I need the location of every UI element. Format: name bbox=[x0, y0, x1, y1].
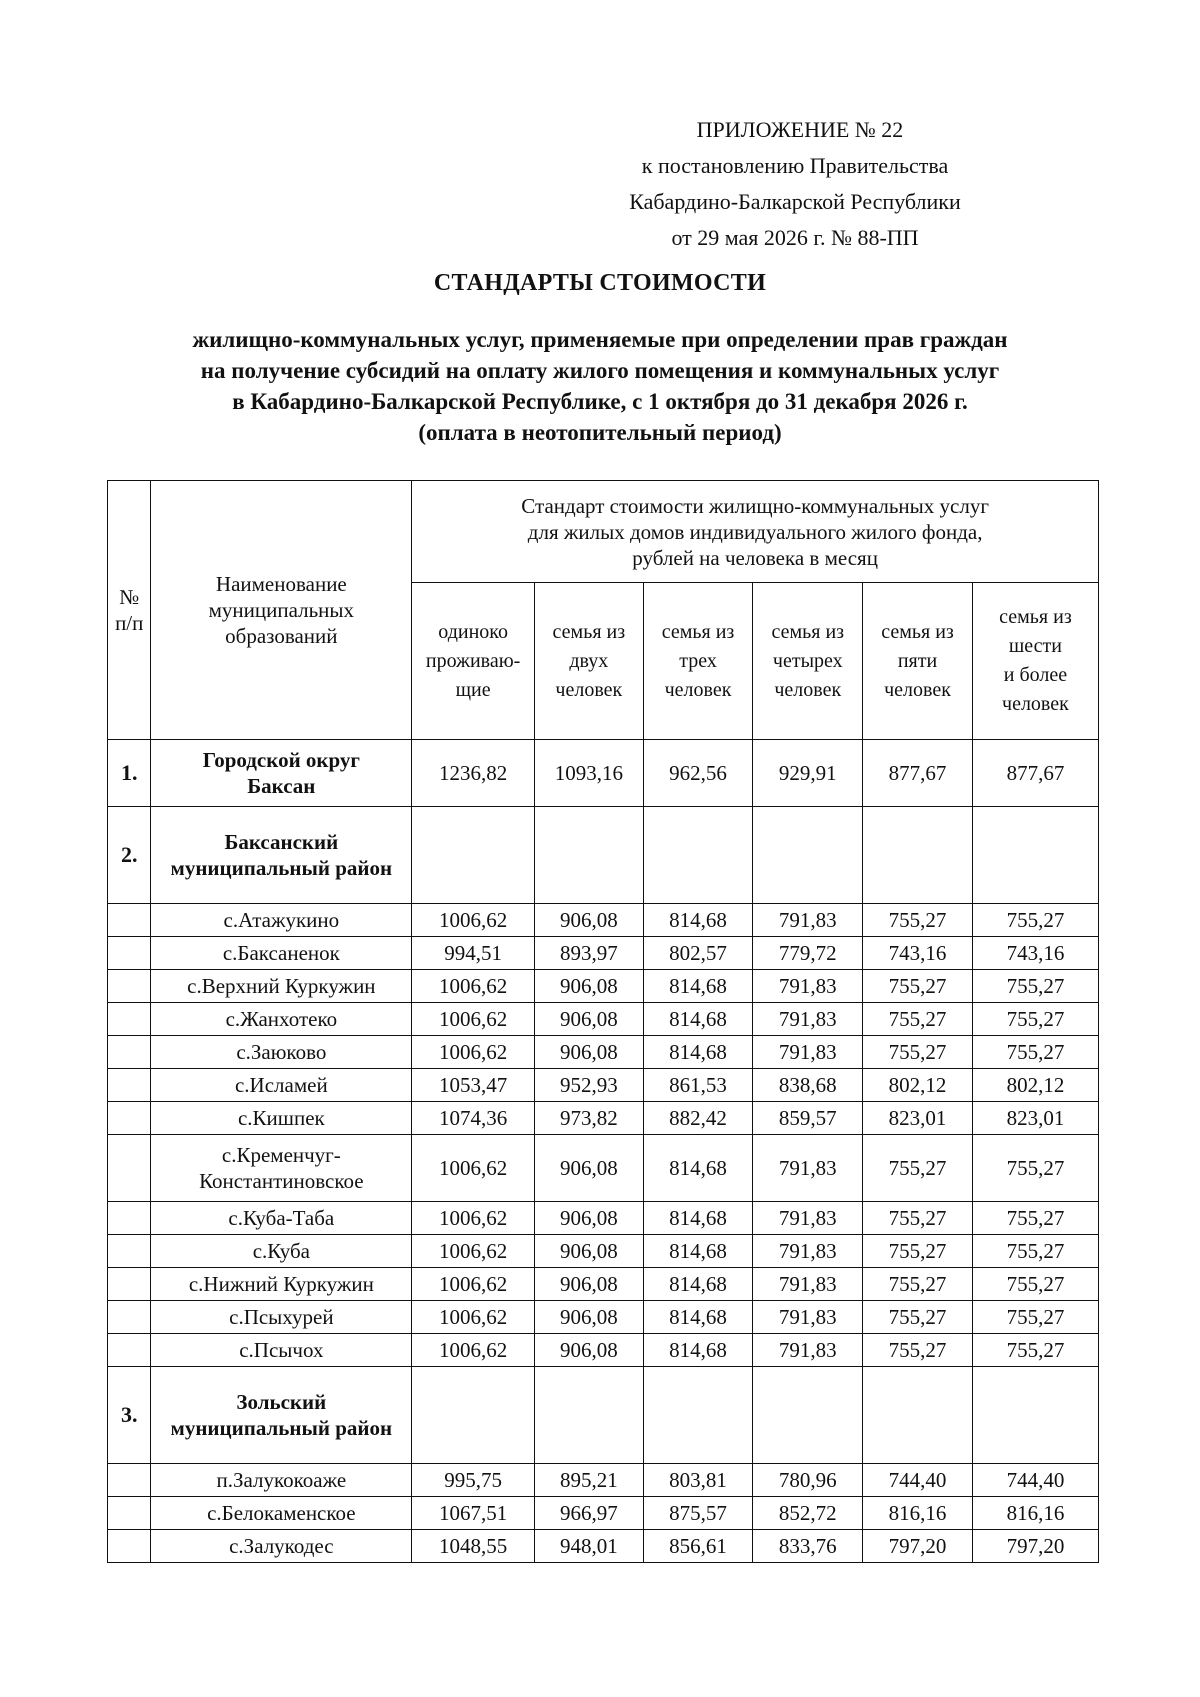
table-row bbox=[108, 1102, 1099, 1135]
row-value: 823,01 bbox=[863, 1102, 973, 1135]
row-name-line: с.Кишпек bbox=[237, 1106, 325, 1130]
row-value: 952,93 bbox=[535, 1069, 644, 1102]
header-name-line: Наименование bbox=[215, 572, 347, 596]
row-name bbox=[151, 1464, 412, 1497]
row-name bbox=[151, 1003, 412, 1036]
subheader-cell bbox=[863, 583, 973, 740]
row-index bbox=[108, 1301, 151, 1334]
row-value: 882,42 bbox=[643, 1102, 753, 1135]
row-value: 755,27 bbox=[863, 1334, 973, 1367]
row-value: 962,56 bbox=[643, 740, 753, 807]
row-value bbox=[412, 1367, 535, 1464]
row-value: 906,08 bbox=[535, 1235, 644, 1268]
subheader-line: шести bbox=[1008, 635, 1062, 657]
row-value: 823,01 bbox=[972, 1102, 1098, 1135]
row-value: 791,83 bbox=[753, 904, 863, 937]
subheader-line: семья из bbox=[771, 620, 845, 643]
subheader-line: семья из bbox=[999, 606, 1072, 628]
table-row bbox=[108, 937, 1099, 970]
row-value bbox=[412, 807, 535, 904]
table-row bbox=[108, 1235, 1099, 1268]
row-value: 906,08 bbox=[535, 1036, 644, 1069]
row-value: 791,83 bbox=[753, 1235, 863, 1268]
row-value: 895,21 bbox=[535, 1464, 644, 1497]
row-value: 755,27 bbox=[863, 1235, 973, 1268]
row-value: 791,83 bbox=[753, 1268, 863, 1301]
row-value: 838,68 bbox=[753, 1069, 863, 1102]
row-value: 833,76 bbox=[753, 1530, 863, 1563]
subheader-line: человек bbox=[555, 678, 623, 701]
table-row bbox=[108, 904, 1099, 937]
appendix-date: от 29 мая 2026 г. № 88-ПП bbox=[671, 225, 919, 250]
row-name-line: с.Залукодес bbox=[229, 1534, 334, 1558]
row-value: 816,16 bbox=[972, 1497, 1098, 1530]
row-value: 1006,62 bbox=[412, 970, 535, 1003]
row-name-line: Городской округ bbox=[202, 748, 360, 772]
row-value: 755,27 bbox=[863, 1036, 973, 1069]
row-value: 791,83 bbox=[753, 1202, 863, 1235]
row-value: 755,27 bbox=[972, 1235, 1098, 1268]
row-name bbox=[151, 1235, 412, 1268]
row-value: 814,68 bbox=[643, 1235, 753, 1268]
subheader-line: человек bbox=[664, 678, 732, 701]
row-index: 2. bbox=[108, 807, 151, 904]
row-value: 814,68 bbox=[643, 1334, 753, 1367]
row-name-line: Баксан bbox=[247, 774, 316, 798]
row-value: 814,68 bbox=[643, 1202, 753, 1235]
row-value: 755,27 bbox=[972, 1334, 1098, 1367]
row-value: 755,27 bbox=[972, 1135, 1098, 1202]
row-name bbox=[151, 740, 412, 807]
row-name-line: с.Баксаненок bbox=[222, 941, 340, 965]
row-value: 791,83 bbox=[753, 970, 863, 1003]
row-name-line: Баксанский bbox=[224, 830, 339, 854]
row-value bbox=[643, 807, 753, 904]
subheader-line: семья из bbox=[881, 620, 954, 643]
row-value: 1006,62 bbox=[412, 1202, 535, 1235]
row-value: 797,20 bbox=[863, 1530, 973, 1563]
table-row bbox=[108, 1135, 1099, 1202]
row-index bbox=[108, 1268, 151, 1301]
header-group-line: рублей на человека в месяц bbox=[632, 545, 878, 570]
row-name bbox=[151, 1036, 412, 1069]
table-row bbox=[108, 1036, 1099, 1069]
row-value: 1006,62 bbox=[412, 1135, 535, 1202]
row-value: 755,27 bbox=[863, 1202, 973, 1235]
document-title: СТАНДАРТЫ СТОИМОСТИ bbox=[433, 270, 767, 296]
row-value: 743,16 bbox=[972, 937, 1098, 970]
row-value: 906,08 bbox=[535, 1003, 644, 1036]
row-value: 814,68 bbox=[643, 1135, 753, 1202]
row-value: 966,97 bbox=[535, 1497, 644, 1530]
row-index bbox=[108, 970, 151, 1003]
row-value: 802,12 bbox=[972, 1069, 1098, 1102]
document-subtitle bbox=[80, 324, 1120, 448]
row-value: 1006,62 bbox=[412, 904, 535, 937]
subheader-cell bbox=[643, 583, 753, 740]
appendix-number: ПРИЛОЖЕНИЕ № 22 bbox=[696, 117, 904, 142]
row-value bbox=[753, 807, 863, 904]
row-name-line: с.Кременчуг- bbox=[221, 1143, 341, 1167]
row-index: 1. bbox=[108, 740, 151, 807]
row-value: 1093,16 bbox=[535, 740, 644, 807]
appendix-republic: Кабардино-Балкарской Республики bbox=[629, 189, 961, 214]
row-value bbox=[643, 1367, 753, 1464]
subheader-cell bbox=[535, 583, 644, 740]
row-index bbox=[108, 1069, 151, 1102]
subheader-cell bbox=[412, 583, 535, 740]
row-value: 814,68 bbox=[643, 1268, 753, 1301]
row-value: 906,08 bbox=[535, 1334, 644, 1367]
row-value: 755,27 bbox=[972, 970, 1098, 1003]
row-value: 1053,47 bbox=[412, 1069, 535, 1102]
table-row bbox=[108, 740, 1099, 807]
row-name-line: с.Жанхотеко bbox=[225, 1007, 338, 1031]
row-value: 875,57 bbox=[643, 1497, 753, 1530]
row-value: 1074,36 bbox=[412, 1102, 535, 1135]
row-index bbox=[108, 1202, 151, 1235]
row-value: 791,83 bbox=[753, 1003, 863, 1036]
row-value: 893,97 bbox=[535, 937, 644, 970]
subheader-line: щие bbox=[455, 678, 491, 701]
row-value: 1006,62 bbox=[412, 1301, 535, 1334]
row-value: 744,40 bbox=[972, 1464, 1098, 1497]
row-name bbox=[151, 1135, 412, 1202]
subheader-line: проживаю- bbox=[425, 649, 521, 672]
row-index bbox=[108, 1334, 151, 1367]
row-value: 861,53 bbox=[643, 1069, 753, 1102]
row-value: 755,27 bbox=[972, 1202, 1098, 1235]
subheader-line: человек bbox=[1002, 693, 1069, 715]
row-value: 906,08 bbox=[535, 1135, 644, 1202]
row-value: 1006,62 bbox=[412, 1003, 535, 1036]
row-index: 3. bbox=[108, 1367, 151, 1464]
row-value bbox=[535, 807, 644, 904]
header-group-line: для жилых домов индивидуального жилого фонда, bbox=[527, 519, 983, 544]
row-value: 755,27 bbox=[863, 1135, 973, 1202]
header-name-line: образований bbox=[225, 624, 338, 648]
row-value: 779,72 bbox=[753, 937, 863, 970]
row-value: 906,08 bbox=[535, 1268, 644, 1301]
row-name bbox=[151, 1334, 412, 1367]
row-value: 791,83 bbox=[753, 1334, 863, 1367]
subtitle-line: на получение субсидий на оплату жилого помещения и коммунальных услуг bbox=[200, 358, 1000, 383]
row-value bbox=[753, 1367, 863, 1464]
row-value: 814,68 bbox=[643, 1036, 753, 1069]
row-name-line: с.Белокаменское bbox=[207, 1501, 356, 1525]
row-value: 755,27 bbox=[863, 970, 973, 1003]
row-name bbox=[151, 1367, 412, 1464]
table-row bbox=[108, 807, 1099, 904]
row-value: 743,16 bbox=[863, 937, 973, 970]
row-value: 755,27 bbox=[863, 904, 973, 937]
row-value bbox=[535, 1367, 644, 1464]
row-value: 929,91 bbox=[753, 740, 863, 807]
row-value: 859,57 bbox=[753, 1102, 863, 1135]
table-row bbox=[108, 1497, 1099, 1530]
row-value: 755,27 bbox=[863, 1301, 973, 1334]
row-value: 1236,82 bbox=[412, 740, 535, 807]
row-name bbox=[151, 1202, 412, 1235]
subheader-line: человек bbox=[884, 678, 951, 701]
row-value: 802,12 bbox=[863, 1069, 973, 1102]
row-value: 814,68 bbox=[643, 904, 753, 937]
table-row bbox=[108, 1069, 1099, 1102]
row-value: 973,82 bbox=[535, 1102, 644, 1135]
row-value: 814,68 bbox=[643, 970, 753, 1003]
subheader-line: четырех bbox=[772, 649, 843, 672]
subheader-line: пяти bbox=[897, 649, 938, 672]
subheader-line: трех bbox=[679, 649, 717, 672]
header-name-line: муниципальных bbox=[208, 598, 355, 622]
row-value: 1006,62 bbox=[412, 1235, 535, 1268]
row-value bbox=[972, 807, 1098, 904]
row-value: 906,08 bbox=[535, 1301, 644, 1334]
row-name-line: с.Нижний Куркужин bbox=[188, 1272, 374, 1296]
header-group bbox=[412, 481, 1099, 583]
row-value: 1006,62 bbox=[412, 1334, 535, 1367]
row-name bbox=[151, 937, 412, 970]
row-value bbox=[863, 807, 973, 904]
row-value: 797,20 bbox=[972, 1530, 1098, 1563]
cost-standards-table bbox=[107, 480, 1099, 1563]
table-row bbox=[108, 1202, 1099, 1235]
row-value: 791,83 bbox=[753, 1135, 863, 1202]
table-row bbox=[108, 970, 1099, 1003]
row-name bbox=[151, 1530, 412, 1563]
row-name-line: п.Залукокоаже bbox=[216, 1468, 347, 1492]
row-index bbox=[108, 1036, 151, 1069]
row-value: 1067,51 bbox=[412, 1497, 535, 1530]
row-value: 755,27 bbox=[972, 1268, 1098, 1301]
subheader-line: семья из bbox=[552, 620, 626, 643]
appendix-resolution: к постановлению Правительства bbox=[641, 153, 949, 178]
subtitle-line: в Кабардино-Балкарской Республике, с 1 октября до 31 декабря 2026 г. bbox=[232, 389, 968, 414]
row-index bbox=[108, 1530, 151, 1563]
row-value: 816,16 bbox=[863, 1497, 973, 1530]
subtitle-line: жилищно-коммунальных услуг, применяемые при определении прав граждан bbox=[192, 327, 1008, 352]
row-value bbox=[972, 1367, 1098, 1464]
row-value: 744,40 bbox=[863, 1464, 973, 1497]
row-value: 755,27 bbox=[972, 1036, 1098, 1069]
row-index bbox=[108, 1464, 151, 1497]
row-name-line: с.Атажукино bbox=[223, 908, 340, 932]
row-name bbox=[151, 1102, 412, 1135]
row-index bbox=[108, 1235, 151, 1268]
subheader-line: семья из bbox=[661, 620, 735, 643]
row-name bbox=[151, 904, 412, 937]
row-name-line: с.Заюково bbox=[236, 1040, 327, 1064]
table-row bbox=[108, 1268, 1099, 1301]
row-name bbox=[151, 1268, 412, 1301]
appendix-block bbox=[590, 112, 1000, 256]
row-name-line: муниципальный район bbox=[170, 1416, 393, 1440]
row-name-line: с.Исламей bbox=[234, 1073, 328, 1097]
subheader-line: человек bbox=[774, 678, 842, 701]
row-value: 755,27 bbox=[972, 1301, 1098, 1334]
row-value: 995,75 bbox=[412, 1464, 535, 1497]
row-index bbox=[108, 1102, 151, 1135]
table-row bbox=[108, 1334, 1099, 1367]
row-name-line: с.Куба-Таба bbox=[228, 1206, 335, 1230]
table-row bbox=[108, 1301, 1099, 1334]
row-name bbox=[151, 1301, 412, 1334]
row-value: 852,72 bbox=[753, 1497, 863, 1530]
row-value: 791,83 bbox=[753, 1301, 863, 1334]
row-name-line: с.Псычох bbox=[239, 1338, 324, 1362]
row-value: 814,68 bbox=[643, 1003, 753, 1036]
row-name bbox=[151, 970, 412, 1003]
header-number-line: п/п bbox=[115, 611, 144, 635]
row-index bbox=[108, 937, 151, 970]
row-name-line: Константиновское bbox=[199, 1169, 364, 1193]
row-index bbox=[108, 904, 151, 937]
row-value: 803,81 bbox=[643, 1464, 753, 1497]
row-index bbox=[108, 1003, 151, 1036]
row-value: 802,57 bbox=[643, 937, 753, 970]
row-name bbox=[151, 1069, 412, 1102]
header-number bbox=[108, 481, 151, 740]
row-value: 780,96 bbox=[753, 1464, 863, 1497]
row-value: 906,08 bbox=[535, 970, 644, 1003]
row-value: 755,27 bbox=[863, 1268, 973, 1301]
row-value: 994,51 bbox=[412, 937, 535, 970]
row-value: 906,08 bbox=[535, 1202, 644, 1235]
row-value: 1048,55 bbox=[412, 1530, 535, 1563]
subheader-cell bbox=[972, 583, 1098, 740]
row-value: 1006,62 bbox=[412, 1036, 535, 1069]
row-name bbox=[151, 807, 412, 904]
row-name-line: с.Верхний Куркужин bbox=[187, 974, 376, 998]
row-name-line: с.Куба bbox=[252, 1239, 310, 1263]
row-value: 877,67 bbox=[863, 740, 973, 807]
row-name-line: муниципальный район bbox=[170, 856, 393, 880]
row-value: 906,08 bbox=[535, 904, 644, 937]
row-value: 948,01 bbox=[535, 1530, 644, 1563]
table-row bbox=[108, 1464, 1099, 1497]
subheader-line: одиноко bbox=[438, 620, 508, 643]
subheader-line: двух bbox=[569, 649, 609, 672]
header-group-line: Стандарт стоимости жилищно-коммунальных услуг bbox=[521, 493, 989, 518]
subheader-line: и более bbox=[1003, 664, 1068, 686]
row-value: 1006,62 bbox=[412, 1268, 535, 1301]
row-name-line: Зольский bbox=[236, 1390, 327, 1414]
header-name bbox=[151, 481, 412, 740]
row-value: 791,83 bbox=[753, 1036, 863, 1069]
row-value: 856,61 bbox=[643, 1530, 753, 1563]
subtitle-line: (оплата в неотопительный период) bbox=[418, 420, 782, 445]
subheader-cell bbox=[753, 583, 863, 740]
row-value: 877,67 bbox=[972, 740, 1098, 807]
table-row bbox=[108, 1530, 1099, 1563]
header-number-line: № bbox=[119, 585, 140, 609]
row-value: 814,68 bbox=[643, 1301, 753, 1334]
row-value bbox=[863, 1367, 973, 1464]
row-value: 755,27 bbox=[863, 1003, 973, 1036]
table-row bbox=[108, 1367, 1099, 1464]
row-name-line: с.Псыхурей bbox=[229, 1305, 334, 1329]
table-header-row bbox=[108, 481, 1099, 583]
row-value: 755,27 bbox=[972, 904, 1098, 937]
row-index bbox=[108, 1135, 151, 1202]
table-row bbox=[108, 1003, 1099, 1036]
row-name bbox=[151, 1497, 412, 1530]
row-value: 755,27 bbox=[972, 1003, 1098, 1036]
row-index bbox=[108, 1497, 151, 1530]
